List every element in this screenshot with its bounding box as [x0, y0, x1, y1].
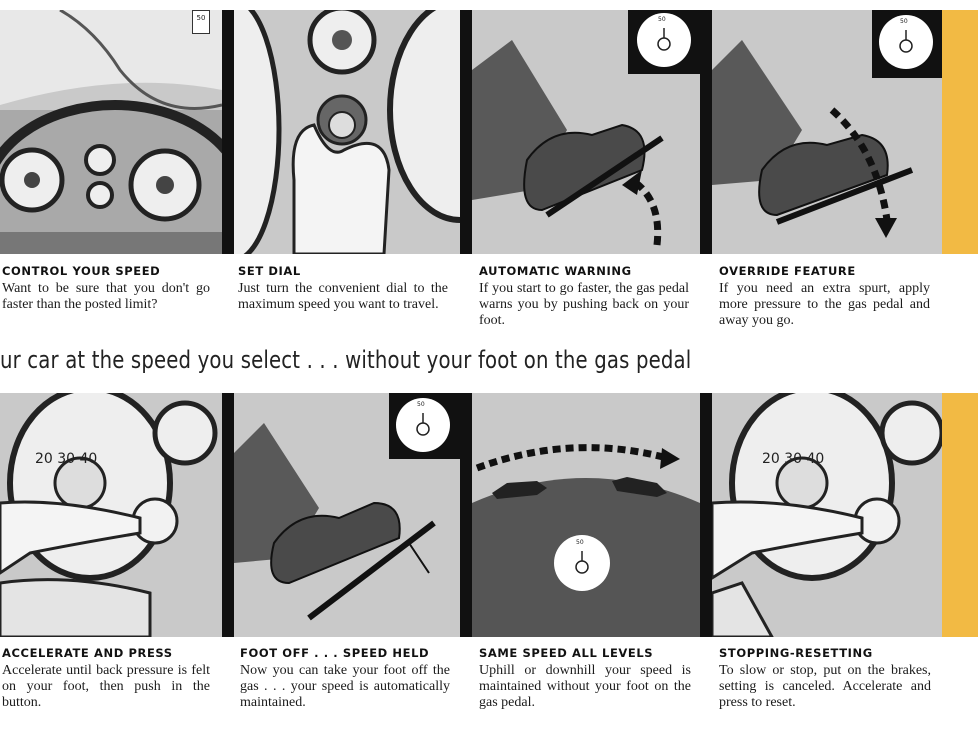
caption-title: FOOT OFF . . . SPEED HELD	[240, 646, 430, 660]
foot-pedal-illustration	[472, 10, 700, 254]
caption-title: AUTOMATIC WARNING	[479, 264, 632, 278]
panel-control-speed	[0, 10, 222, 254]
caption-text: Uphill or downhill your speed is maintained without your foot on the gas pedal.	[479, 663, 691, 710]
caption-override-feature	[719, 264, 930, 329]
caption-set-dial	[238, 264, 448, 313]
dial-hand-illustration	[234, 10, 460, 254]
panel-divider	[700, 10, 712, 254]
foot-off-pedal-illustration	[234, 393, 460, 637]
panel-divider	[460, 10, 472, 254]
caption-text: Want to be sure that you don't go faster than the posted limit?	[2, 281, 210, 312]
svg-text:20 30 40: 20 30 40	[35, 451, 98, 467]
reset-button-illustration	[712, 393, 942, 637]
caption-text: To slow or stop, put on the brakes, setting is canceled. Accelerate and press to reset.	[719, 663, 931, 710]
foot-press-illustration	[712, 10, 942, 254]
caption-title: SAME SPEED ALL LEVELS	[479, 646, 654, 660]
headline: ur car at the speed you select . . . without your foot on the gas pedal	[0, 346, 692, 374]
caption-same-speed	[479, 646, 691, 711]
speed-dial-label: 50	[658, 16, 666, 23]
accent-strip-top	[942, 10, 978, 254]
svg-text:20 30 40: 20 30 40	[762, 451, 825, 467]
speed-dial-label: 50	[417, 401, 425, 408]
panel-override-feature	[712, 10, 942, 254]
panel-automatic-warning	[472, 10, 700, 254]
hill-cars-illustration	[472, 393, 700, 637]
caption-text: If you start to go faster, the gas pedal warns you by pushing back on your foot.	[479, 281, 689, 328]
caption-title: CONTROL YOUR SPEED	[2, 264, 161, 278]
caption-text: Just turn the convenient dial to the maximum speed you want to travel.	[238, 281, 448, 312]
panel-divider	[700, 393, 712, 637]
speedometer-button-illustration	[0, 393, 222, 637]
caption-title: STOPPING-RESETTING	[719, 646, 873, 660]
speed-dial-label: 50	[576, 539, 584, 546]
panel-accelerate-press	[0, 393, 222, 637]
panel-divider	[222, 393, 234, 637]
caption-foot-off	[240, 646, 450, 711]
panel-divider	[460, 393, 472, 637]
accent-strip-bottom	[942, 393, 978, 637]
panel-same-speed	[472, 393, 700, 637]
panel-stopping-resetting	[712, 393, 942, 637]
caption-accelerate-press	[2, 646, 210, 711]
caption-automatic-warning	[479, 264, 689, 329]
caption-stopping-resetting	[719, 646, 931, 711]
panel-foot-off	[234, 393, 460, 637]
speed-dial-label: 50	[900, 18, 908, 25]
caption-text: Accelerate until back pressure is felt on your foot, then push in the button.	[2, 663, 210, 710]
caption-title: SET DIAL	[238, 264, 301, 278]
speed-limit-value: 50	[196, 14, 206, 22]
caption-text: If you need an extra spurt, apply more pressure to the gas pedal and away you go.	[719, 281, 930, 328]
caption-text: Now you can take your foot off the gas . . . your speed is automatically maintained.	[240, 663, 450, 710]
caption-control-speed	[2, 264, 210, 313]
caption-title: OVERRIDE FEATURE	[719, 264, 856, 278]
panel-set-dial	[234, 10, 460, 254]
speed-limit-sign	[192, 10, 210, 34]
caption-title: ACCELERATE AND PRESS	[2, 646, 173, 660]
panel-divider	[222, 10, 234, 254]
dashboard-illustration	[0, 10, 222, 254]
